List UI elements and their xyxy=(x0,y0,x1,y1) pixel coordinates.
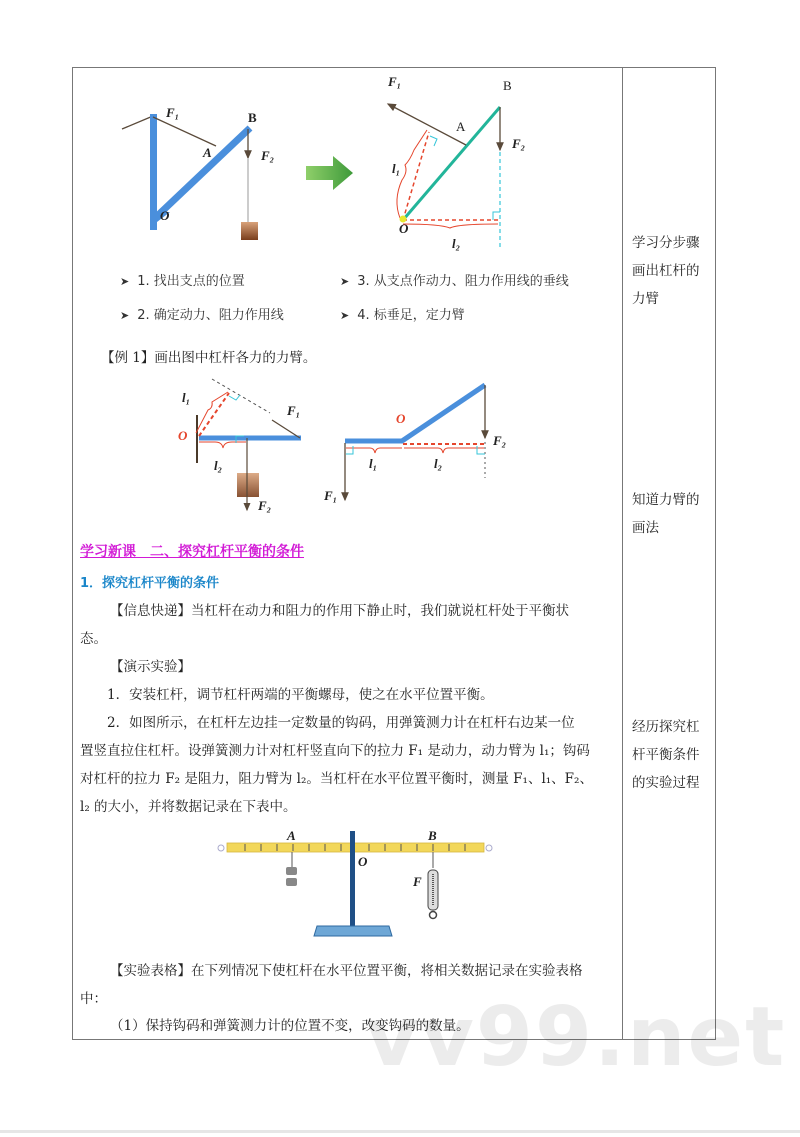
label-l2: l₂ xyxy=(214,458,223,473)
label-o: O xyxy=(396,411,406,426)
step-item: ➤ 4. 标垂足，定力臂 xyxy=(340,308,465,323)
paragraph-line: 【信息快递】当杠杆在动力和阻力的作用下静止时，我们就说杠杆处于平衡状 xyxy=(110,603,569,619)
paragraph-line: 2．如图所示，在杠杆左边挂一定数量的钩码，用弹簧测力计在杠杆右边某一位 xyxy=(107,715,575,731)
label-f2: F₂ xyxy=(493,433,507,448)
label-o: O xyxy=(399,221,409,236)
label-f1: F₁ xyxy=(287,403,301,418)
arrow-bullet-icon: ➤ xyxy=(340,309,350,322)
arrow-bullet-icon: ➤ xyxy=(120,275,130,288)
label-o: O xyxy=(178,428,188,443)
step-item: ➤ 1. 找出支点的位置 xyxy=(120,274,245,289)
label-a: A xyxy=(456,119,466,134)
paragraph-line: 【演示实验】 xyxy=(110,659,191,675)
label-f2: F₂ xyxy=(258,498,272,513)
label-b: B xyxy=(503,78,512,93)
label-f1: F₁ xyxy=(324,488,338,503)
subheading: 1．探究杠杆平衡的条件 xyxy=(80,576,220,591)
paragraph-line: 【实验表格】在下列情况下使杠杆在水平位置平衡，将相关数据记录在实验表格 xyxy=(110,963,583,979)
paragraph-line: （1）保持钩码和弹簧测力计的位置不变，改变钩码的数量。 xyxy=(110,1018,470,1034)
lever-diagram-with-arms xyxy=(387,74,525,251)
label-o: O xyxy=(160,208,170,223)
label-l2: l₂ xyxy=(434,456,443,471)
page-bottom-edge xyxy=(0,1130,800,1133)
arrow-bullet-icon: ➤ xyxy=(120,309,130,322)
label-f2: F₂ xyxy=(261,148,275,163)
arrow-right-icon xyxy=(306,156,353,190)
label-l1: l₁ xyxy=(369,456,378,471)
example-lever-a xyxy=(178,379,301,513)
label-f1: F₁ xyxy=(166,105,180,120)
label-l1: l₁ xyxy=(182,390,191,405)
paragraph-line: 1．安装杠杆，调节杠杆两端的平衡螺母，使之在水平位置平衡。 xyxy=(107,687,494,703)
paragraph-line: 置竖直拉住杠杆。设弹簧测力计对杠杆竖直向下的拉力 F₁ 是动力，动力臂为 l₁；钩码 xyxy=(80,743,590,759)
lever-diagram-original xyxy=(122,105,274,240)
step-item: ➤ 2. 确定动力、阻力作用线 xyxy=(120,308,284,323)
side-note: 学习分步骤 画出杠杆的 力臂 xyxy=(632,235,700,307)
label-b: B xyxy=(428,828,437,843)
label-f1: F₁ xyxy=(388,74,402,89)
paragraph-line: 对杠杆的拉力 F₂ 是阻力，阻力臂为 l₂。当杠杆在水平位置平衡时，测量 F₁、l₁、F₂、 xyxy=(80,771,593,787)
watermark: vv99.net xyxy=(365,990,787,1085)
lever-experiment-figure xyxy=(218,828,492,936)
label-b: B xyxy=(248,110,257,125)
label-f: F xyxy=(413,874,422,889)
example-prompt: 【例 1】画出图中杠杆各力的力臂。 xyxy=(101,350,317,366)
label-a: A xyxy=(287,828,296,843)
paragraph-line: 中： xyxy=(80,991,107,1007)
side-note: 知道力臂的 画法 xyxy=(632,492,700,536)
label-a: A xyxy=(203,145,212,160)
label-o: O xyxy=(358,854,368,869)
arrow-bullet-icon: ➤ xyxy=(340,275,350,288)
paragraph-line: l₂ 的大小，并将数据记录在下表中。 xyxy=(80,799,297,815)
paragraph-line: 态。 xyxy=(80,631,107,647)
label-f2: F₂ xyxy=(512,136,526,151)
step-item: ➤ 3. 从支点作动力、阻力作用线的垂线 xyxy=(340,274,569,289)
label-l1: l₁ xyxy=(392,161,401,176)
side-note: 经历探究杠 杆平衡条件 的实验过程 xyxy=(632,719,700,791)
example-lever-b xyxy=(323,385,506,503)
label-l2: l₂ xyxy=(452,236,461,251)
section-heading: 学习新课 二、探究杠杆平衡的条件 xyxy=(80,544,304,560)
